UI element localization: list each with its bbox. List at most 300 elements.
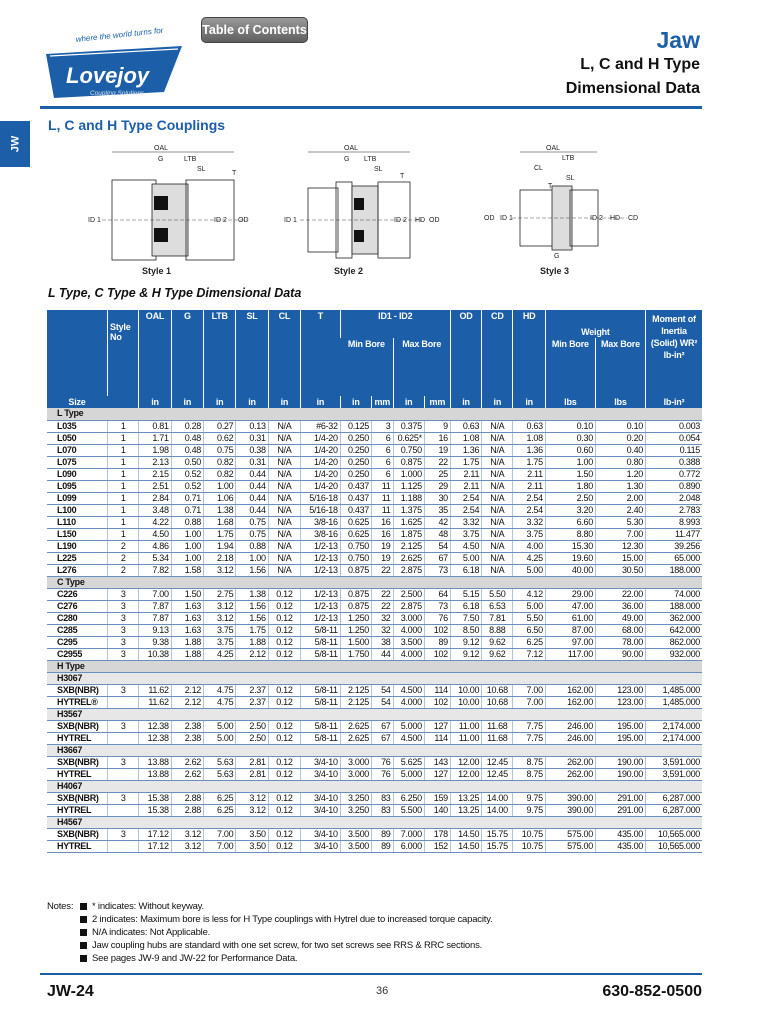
cell-oal: 7.82: [139, 564, 171, 576]
cell-t: 5/8-11: [301, 624, 341, 636]
cell-min_mm: 6: [372, 456, 394, 468]
cell-hd: 5.50: [513, 612, 545, 624]
cell-size: HYTREL: [47, 732, 108, 744]
cell-moi: 642.000: [646, 624, 703, 636]
cell-g: 0.71: [171, 492, 203, 504]
cell-cd: N/A: [482, 504, 513, 516]
th-unit-in: in: [393, 396, 424, 408]
cell-oal: 1.71: [139, 432, 171, 444]
cell-style: 3: [108, 600, 139, 612]
cell-g: 1.00: [171, 552, 203, 564]
cell-size: L110: [47, 516, 108, 528]
cell-min_mm: 76: [372, 768, 394, 780]
cell-style: [108, 804, 139, 816]
cell-g: 0.88: [171, 516, 203, 528]
cell-cl: N/A: [268, 564, 300, 576]
cell-style: 3: [108, 684, 139, 696]
cell-sl: 0.88: [236, 540, 268, 552]
footer-page-code: JW-24: [47, 983, 94, 1000]
cell-w_max: 195.00: [595, 720, 645, 732]
cell-t: 1/4-20: [301, 468, 341, 480]
cell-w_max: 0.80: [595, 456, 645, 468]
cell-cl: N/A: [268, 480, 300, 492]
cell-size: SXB(NBR): [47, 756, 108, 768]
svg-text:SL: SL: [197, 166, 206, 173]
cell-sl: 1.56: [236, 612, 268, 624]
cell-moi: 362.000: [646, 612, 703, 624]
cell-size: C226: [47, 588, 108, 600]
cell-min_mm: 54: [372, 684, 394, 696]
cell-t: 5/8-11: [301, 720, 341, 732]
cell-min_in: 0.250: [340, 432, 371, 444]
cell-max_mm: 48: [424, 528, 450, 540]
cell-cl: N/A: [268, 432, 300, 444]
cell-hd: 5.00: [513, 600, 545, 612]
cell-min_in: 0.625: [340, 528, 371, 540]
cell-size: C285: [47, 624, 108, 636]
cell-moi: 3,591.000: [646, 756, 703, 768]
cell-od: 2.54: [450, 504, 481, 516]
note-item: See pages JW-9 and JW-22 for Performance Data.: [80, 952, 492, 965]
cell-t: 3/4-10: [301, 768, 341, 780]
cell-style: 3: [108, 588, 139, 600]
cell-oal: 17.12: [139, 840, 171, 852]
cell-moi: 74.000: [646, 588, 703, 600]
cell-ltb: 4.75: [204, 696, 236, 708]
cell-od: 10.00: [450, 684, 481, 696]
cell-w_min: 162.00: [545, 684, 595, 696]
svg-text:CD: CD: [628, 215, 639, 222]
cell-max_in: 2.500: [393, 588, 424, 600]
cell-t: 3/8-16: [301, 516, 341, 528]
cell-sl: 0.44: [236, 492, 268, 504]
cell-oal: 7.87: [139, 600, 171, 612]
cell-cl: N/A: [268, 528, 300, 540]
cell-g: 2.12: [171, 696, 203, 708]
cell-ltb: 1.68: [204, 516, 236, 528]
cell-min_in: 0.875: [340, 564, 371, 576]
cell-cd: N/A: [482, 492, 513, 504]
dimensional-data-table: [47, 310, 702, 853]
cell-min_mm: 16: [372, 528, 394, 540]
cell-max_in: 4.000: [393, 624, 424, 636]
cell-min_mm: 32: [372, 612, 394, 624]
cell-min_mm: 11: [372, 480, 394, 492]
svg-text:CL: CL: [534, 165, 543, 172]
cell-sl: 2.50: [236, 732, 268, 744]
cell-ltb: 5.63: [204, 768, 236, 780]
cell-w_min: 262.00: [545, 756, 595, 768]
cell-od: 2.11: [450, 480, 481, 492]
cell-moi: 862.000: [646, 636, 703, 648]
cell-hd: 4.25: [513, 552, 545, 564]
cell-ltb: 6.25: [204, 804, 236, 816]
cell-size: HYTREL: [47, 804, 108, 816]
cell-ltb: 4.75: [204, 684, 236, 696]
svg-text:SL: SL: [566, 175, 575, 182]
cell-size: C276: [47, 600, 108, 612]
cell-w_max: 2.00: [595, 492, 645, 504]
cell-t: 1/2-13: [301, 600, 341, 612]
cell-cd: 5.50: [482, 588, 513, 600]
cell-moi: 10,565.000: [646, 828, 703, 840]
cell-style: 3: [108, 624, 139, 636]
cell-max_mm: 67: [424, 552, 450, 564]
cell-style: 3: [108, 792, 139, 804]
cell-hd: 7.00: [513, 696, 545, 708]
th-unit-in: in: [340, 396, 371, 408]
cell-sl: 2.37: [236, 684, 268, 696]
table-row: [47, 456, 702, 468]
th-t: T: [301, 310, 341, 396]
footer-phone: 630-852-0500: [602, 983, 702, 1000]
group-label: H4567: [47, 816, 702, 828]
cell-style: 1: [108, 528, 139, 540]
cell-cl: 0.12: [268, 588, 300, 600]
th-unit-blank: [108, 396, 139, 408]
cell-g: 0.48: [171, 432, 203, 444]
cell-max_in: 1.375: [393, 504, 424, 516]
section-side-tab[interactable]: [0, 121, 30, 167]
cell-cd: N/A: [482, 528, 513, 540]
cell-ltb: 3.12: [204, 600, 236, 612]
cell-min_in: 2.125: [340, 696, 371, 708]
cell-od: 13.25: [450, 792, 481, 804]
footer-page-number: 36: [376, 985, 389, 997]
cell-min_mm: 76: [372, 756, 394, 768]
cell-od: 14.50: [450, 840, 481, 852]
subgroup-header-row: [47, 744, 702, 756]
cell-g: 2.88: [171, 804, 203, 816]
cell-w_min: 1.00: [545, 456, 595, 468]
cell-w_min: 390.00: [545, 792, 595, 804]
table-row: [47, 648, 702, 660]
cell-w_max: 123.00: [595, 696, 645, 708]
cell-min_in: 0.437: [340, 480, 371, 492]
cell-min_mm: 3: [372, 420, 394, 432]
cell-w_min: 1.50: [545, 468, 595, 480]
cell-moi: 2.783: [646, 504, 703, 516]
cell-style: 2: [108, 552, 139, 564]
cell-min_mm: 22: [372, 600, 394, 612]
group-label: H4067: [47, 780, 702, 792]
cell-style: 2: [108, 540, 139, 552]
cell-ltb: 0.62: [204, 432, 236, 444]
th-min-bore: Min Bore: [340, 338, 393, 396]
cell-hd: 9.75: [513, 792, 545, 804]
table-row: [47, 504, 702, 516]
cell-cd: 12.45: [482, 768, 513, 780]
cell-g: 2.38: [171, 732, 203, 744]
cell-max_in: 4.500: [393, 684, 424, 696]
table-row: [47, 564, 702, 576]
header-type: L, C and H Type: [580, 56, 700, 73]
th-unit-in: in: [450, 396, 481, 408]
cell-w_max: 49.00: [595, 612, 645, 624]
cell-ltb: 3.75: [204, 636, 236, 648]
cell-min_mm: 16: [372, 516, 394, 528]
cell-cd: N/A: [482, 564, 513, 576]
cell-size: L100: [47, 504, 108, 516]
cell-min_mm: 83: [372, 804, 394, 816]
th-cl: CL: [268, 310, 300, 396]
cell-size: L225: [47, 552, 108, 564]
cell-sl: 1.56: [236, 600, 268, 612]
cell-g: 1.63: [171, 624, 203, 636]
cell-sl: 0.13: [236, 420, 268, 432]
cell-oal: 1.98: [139, 444, 171, 456]
cell-t: 5/16-18: [301, 504, 341, 516]
cell-t: 5/8-11: [301, 732, 341, 744]
th-unit-lbs: lbs: [545, 396, 595, 408]
svg-text:OD: OD: [484, 215, 495, 222]
cell-max_in: 4.500: [393, 732, 424, 744]
cell-w_min: 0.10: [545, 420, 595, 432]
header-subtitle: Dimensional Data: [565, 80, 700, 97]
cell-max_mm: 19: [424, 444, 450, 456]
cell-w_max: 190.00: [595, 756, 645, 768]
cell-t: 1/4-20: [301, 432, 341, 444]
cell-w_max: 1.20: [595, 468, 645, 480]
table-row: [47, 492, 702, 504]
cell-size: L190: [47, 540, 108, 552]
note-item: N/A indicates: Not Applicable.: [80, 926, 492, 939]
th-oal: OAL: [139, 310, 171, 396]
cell-min_mm: 67: [372, 732, 394, 744]
cell-oal: 15.38: [139, 804, 171, 816]
th-unit-in: in: [139, 396, 171, 408]
cell-size: L099: [47, 492, 108, 504]
cell-max_in: 5.000: [393, 720, 424, 732]
cell-max_mm: 29: [424, 480, 450, 492]
group-label: H3067: [47, 672, 702, 684]
svg-text:SL: SL: [374, 166, 383, 173]
cell-min_in: 0.625: [340, 516, 371, 528]
table-row: [47, 540, 702, 552]
th-unit-in: in: [268, 396, 300, 408]
cell-min_in: 0.875: [340, 588, 371, 600]
cell-style: 1: [108, 516, 139, 528]
cell-size: L150: [47, 528, 108, 540]
cell-hd: 6.50: [513, 624, 545, 636]
cell-min_in: 0.250: [340, 444, 371, 456]
cell-oal: 2.51: [139, 480, 171, 492]
cell-w_max: 195.00: [595, 732, 645, 744]
cell-od: 3.32: [450, 516, 481, 528]
cell-sl: 3.50: [236, 828, 268, 840]
svg-text:OAL: OAL: [546, 145, 561, 152]
cell-sl: 0.44: [236, 480, 268, 492]
cell-od: 11.00: [450, 732, 481, 744]
cell-ltb: 3.12: [204, 564, 236, 576]
cell-style: 2: [108, 564, 139, 576]
cell-min_mm: 83: [372, 792, 394, 804]
th-ltb: LTB: [204, 310, 236, 396]
cell-min_in: 2.125: [340, 684, 371, 696]
table-row: [47, 720, 702, 732]
cell-hd: 7.12: [513, 648, 545, 660]
cell-moi: 2,174.000: [646, 732, 703, 744]
subgroup-header-row: [47, 672, 702, 684]
cell-max_in: 0.625*: [393, 432, 424, 444]
cell-t: 1/2-13: [301, 564, 341, 576]
cell-hd: 1.08: [513, 432, 545, 444]
svg-text:LTB: LTB: [184, 156, 197, 163]
cell-min_in: 3.500: [340, 828, 371, 840]
cell-cd: 10.68: [482, 696, 513, 708]
cell-moi: 0.772: [646, 468, 703, 480]
cell-hd: 3.75: [513, 528, 545, 540]
style-3-diagram: [484, 145, 638, 276]
cell-g: 1.88: [171, 648, 203, 660]
cell-g: 3.12: [171, 828, 203, 840]
cell-min_mm: 19: [372, 540, 394, 552]
note-item: 2 indicates: Maximum bore is less for H Type couplings with Hytrel due to increased torque capacity.: [80, 913, 492, 926]
cell-moi: 1,485.000: [646, 684, 703, 696]
cell-ltb: 4.25: [204, 648, 236, 660]
group-header-row: [47, 408, 702, 420]
cell-w_max: 78.00: [595, 636, 645, 648]
cell-min_mm: 89: [372, 828, 394, 840]
th-hd: HD: [513, 310, 545, 396]
cell-max_in: 1.188: [393, 492, 424, 504]
cell-cd: 10.68: [482, 684, 513, 696]
cell-max_mm: 64: [424, 588, 450, 600]
cell-cl: 0.12: [268, 696, 300, 708]
cell-t: 3/4-10: [301, 840, 341, 852]
cell-cd: 7.81: [482, 612, 513, 624]
svg-text:HD: HD: [610, 215, 621, 222]
table-row: [47, 732, 702, 744]
cell-max_mm: 102: [424, 648, 450, 660]
cell-moi: 1,485.000: [646, 696, 703, 708]
cell-od: 5.15: [450, 588, 481, 600]
svg-text:T: T: [232, 170, 237, 177]
cell-sl: 1.75: [236, 624, 268, 636]
cell-max_in: 2.125: [393, 540, 424, 552]
cell-hd: 2.54: [513, 504, 545, 516]
cell-oal: 11.62: [139, 696, 171, 708]
table-of-contents-button[interactable]: Table of Contents: [201, 17, 308, 43]
cell-sl: 2.12: [236, 648, 268, 660]
cell-od: 8.50: [450, 624, 481, 636]
cell-w_min: 0.60: [545, 444, 595, 456]
cell-w_min: 19.60: [545, 552, 595, 564]
cell-sl: 0.38: [236, 444, 268, 456]
cell-moi: 10,565.000: [646, 840, 703, 852]
svg-text:OD: OD: [238, 217, 249, 224]
cell-style: [108, 696, 139, 708]
cell-w_max: 5.30: [595, 516, 645, 528]
table-row: [47, 768, 702, 780]
th-max-bore: Max Bore: [393, 338, 450, 396]
cell-hd: 7.75: [513, 720, 545, 732]
cell-min_mm: 22: [372, 588, 394, 600]
th-moment: Moment of Inertia (Solid) WR² lb-in²: [646, 310, 703, 396]
cell-oal: 2.13: [139, 456, 171, 468]
cell-hd: 4.00: [513, 540, 545, 552]
cell-max_in: 1.000: [393, 468, 424, 480]
cell-g: 2.62: [171, 756, 203, 768]
table-row: [47, 636, 702, 648]
cell-size: L276: [47, 564, 108, 576]
cell-min_mm: 44: [372, 648, 394, 660]
group-label: H Type: [47, 660, 702, 672]
cell-min_in: 0.250: [340, 468, 371, 480]
cell-w_max: 12.30: [595, 540, 645, 552]
cell-hd: 7.75: [513, 732, 545, 744]
header-product: Jaw: [656, 27, 700, 53]
cell-max_mm: 89: [424, 636, 450, 648]
cell-oal: 5.34: [139, 552, 171, 564]
cell-oal: 4.86: [139, 540, 171, 552]
cell-w_max: 291.00: [595, 804, 645, 816]
cell-od: 7.50: [450, 612, 481, 624]
cell-moi: 932.000: [646, 648, 703, 660]
table-row: [47, 468, 702, 480]
cell-max_mm: 143: [424, 756, 450, 768]
cell-max_in: 6.000: [393, 840, 424, 852]
cell-min_in: 0.750: [340, 552, 371, 564]
cell-size: SXB(NBR): [47, 684, 108, 696]
cell-max_mm: 73: [424, 600, 450, 612]
cell-cl: N/A: [268, 552, 300, 564]
cell-cd: 11.68: [482, 720, 513, 732]
cell-w_min: 246.00: [545, 732, 595, 744]
cell-w_min: 47.00: [545, 600, 595, 612]
logo-tagline: where the world turns for: [75, 26, 164, 44]
cell-oal: 2.15: [139, 468, 171, 480]
cell-cl: 0.12: [268, 828, 300, 840]
cell-max_mm: 16: [424, 432, 450, 444]
cell-oal: 7.00: [139, 588, 171, 600]
header-divider: [40, 106, 702, 109]
cell-size: SXB(NBR): [47, 720, 108, 732]
group-label: C Type: [47, 576, 702, 588]
cell-min_in: 0.125: [340, 420, 371, 432]
cell-ltb: 1.06: [204, 492, 236, 504]
cell-w_max: 22.00: [595, 588, 645, 600]
cell-cd: 15.75: [482, 840, 513, 852]
cell-max_in: 2.625: [393, 552, 424, 564]
logo-name: Lovejoy: [66, 63, 150, 88]
cell-max_mm: 54: [424, 540, 450, 552]
cell-oal: 15.38: [139, 792, 171, 804]
cell-cl: N/A: [268, 516, 300, 528]
cell-ltb: 5.63: [204, 756, 236, 768]
cell-oal: 13.88: [139, 768, 171, 780]
cell-max_in: 0.875: [393, 456, 424, 468]
cell-sl: 0.75: [236, 516, 268, 528]
cell-max_mm: 127: [424, 768, 450, 780]
cell-cl: 0.12: [268, 732, 300, 744]
svg-text:ID 2: ID 2: [394, 217, 407, 224]
svg-text:ID 1: ID 1: [88, 217, 101, 224]
cell-min_in: 0.437: [340, 492, 371, 504]
cell-hd: 7.00: [513, 684, 545, 696]
cell-sl: 2.81: [236, 756, 268, 768]
cell-style: 1: [108, 444, 139, 456]
svg-text:Style 3: Style 3: [540, 266, 570, 276]
group-label: H3667: [47, 744, 702, 756]
svg-text:T: T: [400, 173, 405, 180]
cell-max_in: 1.625: [393, 516, 424, 528]
cell-max_mm: 22: [424, 456, 450, 468]
cell-cd: N/A: [482, 432, 513, 444]
th-unit-mm: mm: [372, 396, 394, 408]
cell-size: L075: [47, 456, 108, 468]
cell-oal: 3.48: [139, 504, 171, 516]
